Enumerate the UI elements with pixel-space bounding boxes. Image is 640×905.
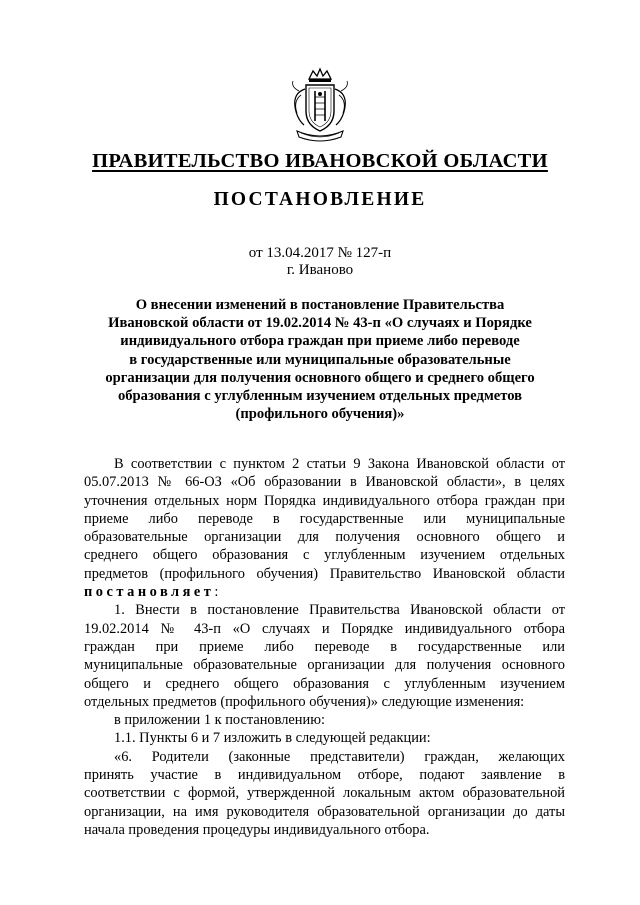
body-line: среднего общего образования с углубленным изучением отдельных — [84, 547, 565, 564]
body-line: муниципальные образовательные организации для получения основного — [84, 657, 565, 674]
document-type: ПОСТАНОВЛЕНИЕ — [213, 189, 427, 210]
body-line: организации, на имя руководителя образовательной организации до даты — [84, 803, 565, 820]
title-line: О внесении изменений в постановление Правительства — [135, 297, 505, 313]
organization-name: ПРАВИТЕЛЬСТВО ИВАНОВСКОЙ ОБЛАСТИ — [92, 150, 548, 172]
document-title — [100, 296, 540, 423]
title-line: организации для получения основного общего и среднего общего — [105, 369, 535, 386]
body-line: начала проведения процедуры индивидуального отбора. — [84, 821, 430, 838]
annex-line: в приложении 1 к постановлению: — [114, 712, 325, 729]
title-line: (профильного обучения)» — [235, 406, 405, 423]
body-line: отдельных предметов (профильного обучения)» следующие изменения: — [84, 693, 525, 710]
body-line: граждан при приеме либо переводе в государственные или — [84, 638, 565, 655]
item-1-1-line: 1.1. Пункты 6 и 7 изложить в следующей редакции: — [114, 730, 431, 747]
decree-line — [84, 583, 565, 601]
decree-word: постановляет — [84, 584, 215, 601]
coat-of-arms-icon — [289, 67, 351, 145]
body-line: 1. Внести в постановление Правительства Ивановской области от — [114, 602, 565, 619]
title-line: Ивановской области от 19.02.2014 № 43-п «О случаях и Порядке — [108, 315, 532, 332]
body-line: 05.07.2013 № 66-ОЗ «Об образовании в Ивановской области», в целях — [84, 474, 565, 491]
body-line: общего и среднего общего образования с углубленным изучением — [84, 675, 565, 692]
body-line: соответствии с формой, утвержденной локальным актом образовательной — [84, 785, 565, 802]
decree-colon: : — [214, 584, 219, 601]
date-number: от 13.04.2017 № 127-п — [248, 245, 392, 261]
title-line: в государственные или муниципальные образовательные — [129, 351, 511, 368]
document-body — [84, 455, 565, 839]
body-line: «6. Родители (законные представители) граждан, желающих — [114, 748, 565, 765]
body-line: принять участие в индивидуальном отборе, подают заявление в — [84, 767, 565, 784]
body-line: образовательные организации для получения основного общего и — [84, 529, 565, 546]
city: г. Иваново — [286, 262, 354, 278]
document-meta — [0, 245, 640, 279]
body-line: приеме либо переводе в государственные или муниципальные — [84, 510, 565, 527]
title-line: индивидуального отбора граждан при приеме либо переводе — [120, 333, 520, 350]
body-line: предметов (профильного обучения) Правительство Ивановской области — [84, 565, 565, 582]
body-line: В соответствии с пунктом 2 статьи 9 Закона Ивановской области от — [114, 456, 565, 472]
body-line: 19.02.2014 № 43-п «О случаях и Порядке индивидуального отбора — [84, 620, 565, 637]
body-line: уточнения отдельных норм Порядка индивидуального отбора граждан при — [84, 492, 565, 509]
title-line: образования с углубленным изучением отдельных предметов — [117, 388, 523, 405]
